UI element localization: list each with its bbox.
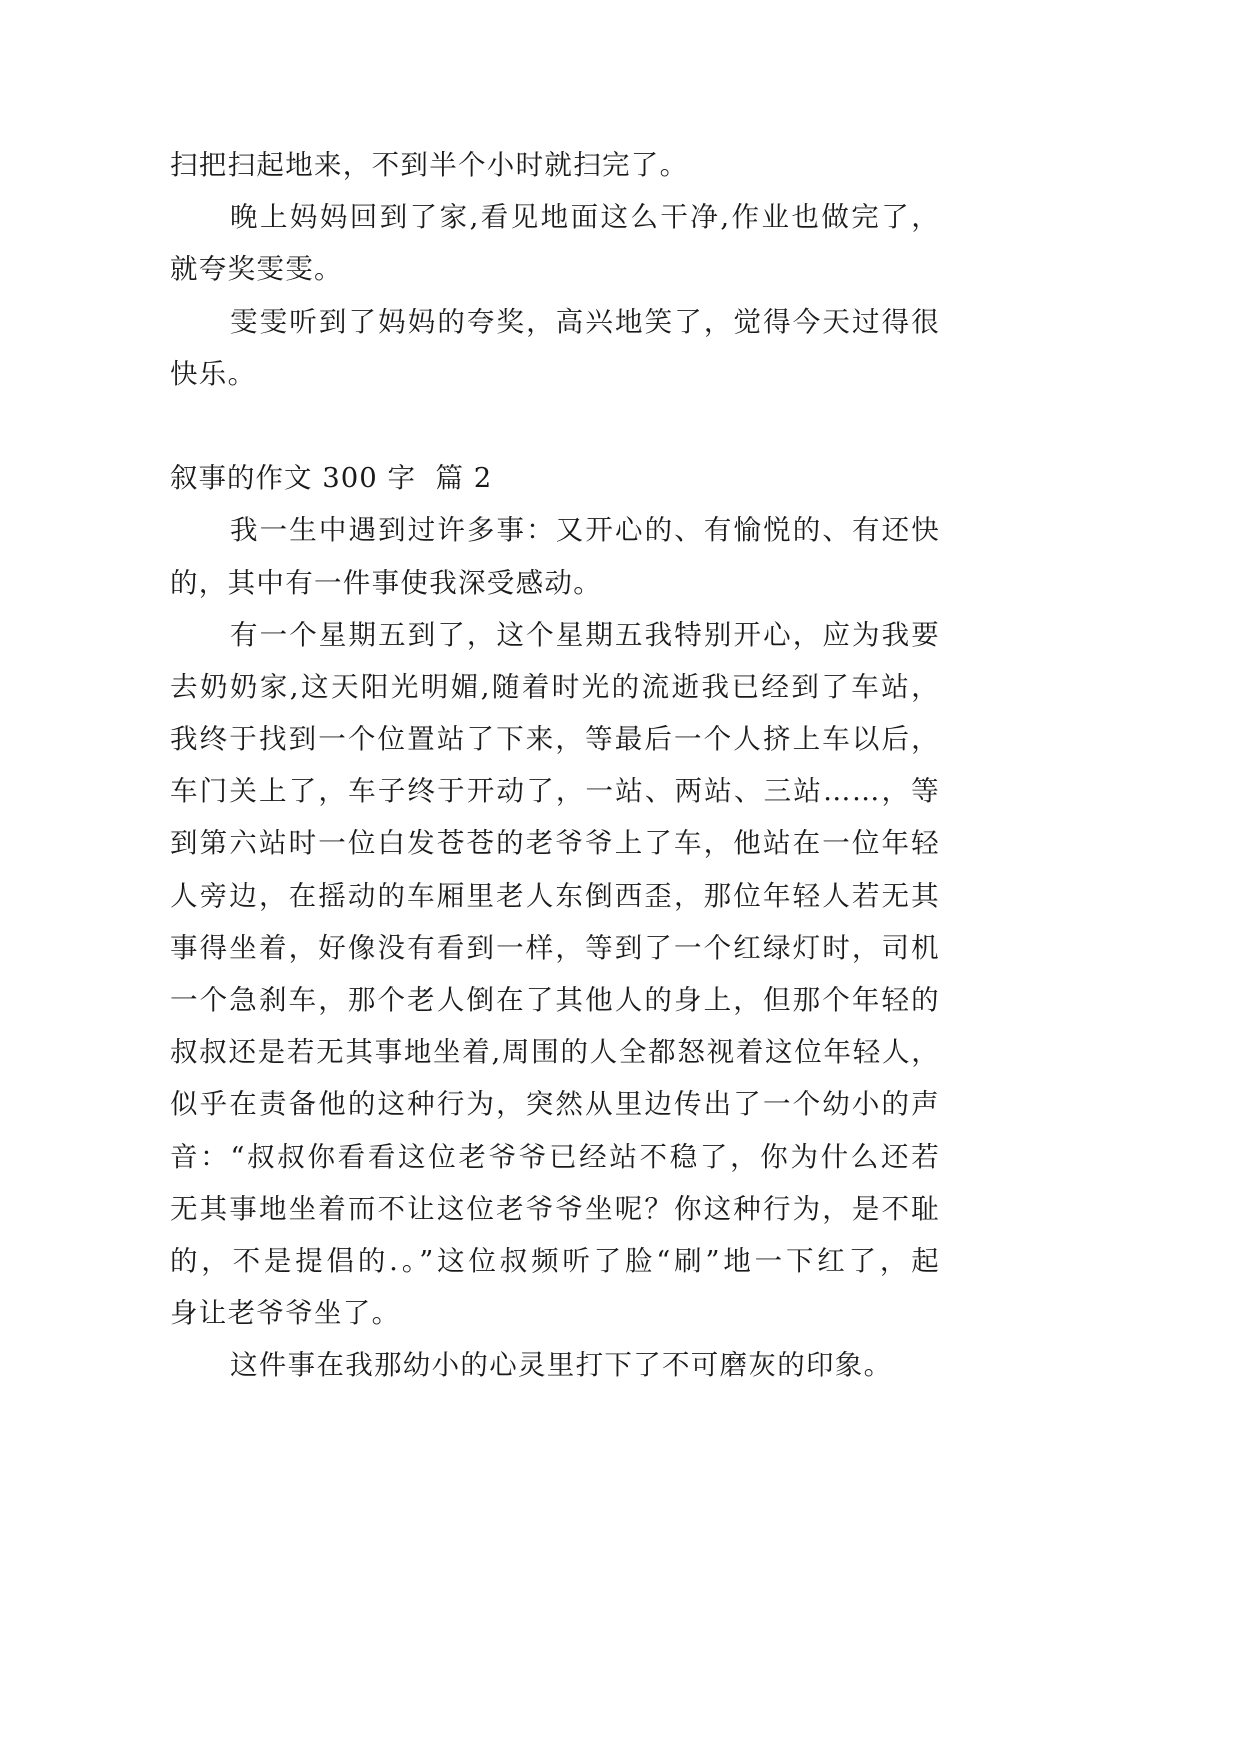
text-line: 去奶奶家,这天阳光明媚,随着时光的流逝我已经到了车站， [170,670,940,703]
document-page [170,139,940,1392]
paragraph-gap [170,400,940,452]
text-line: 就夸奖雯雯。 [170,253,343,286]
text-line: 似乎在责备他的这种行为，突然从里边传出了一个幼小的声 [170,1088,940,1121]
text-line: 我一生中遇到过许多事：又开心的、有愉悦的、有还快 [230,514,940,547]
paragraph [170,139,940,191]
text-line: 雯雯听到了妈妈的夸奖，高兴地笑了，觉得今天过得很 [230,305,940,338]
text-line: 晚上妈妈回到了家,看见地面这么干净,作业也做完了， [230,201,940,234]
text-line: 身让老爷爷坐了。 [170,1297,401,1330]
paragraph [170,191,940,295]
text-line: 我终于找到一个位置站了下来，等最后一个人挤上车以后， [170,723,940,756]
text-line: 的，其中有一件事使我深受感动。 [170,566,602,599]
text-line: 车门关上了，车子终于开动了，一站、两站、三站……，等 [170,775,940,808]
text-line: 的，不是提倡的.。”这位叔频听了脸“刷”地一下红了，起 [170,1244,940,1277]
text-line: 无其事地坐着而不让这位老爷爷坐呢？你这种行为，是不耻 [170,1192,940,1225]
section-heading: 叙事的作文 300 字 篇 2 [170,462,493,495]
text-line: 扫把扫起地来，不到半个小时就扫完了。 [170,149,689,181]
text-line: 叔叔还是若无其事地坐着,周围的人全都怒视着这位年轻人， [170,1036,940,1069]
paragraph [170,296,940,400]
text-line: 到第六站时一位白发苍苍的老爷爷上了车，他站在一位年轻 [170,827,940,860]
text-line: 事得坐着，好像没有看到一样，等到了一个红绿灯时，司机 [170,931,940,964]
text-line: 这件事在我那幼小的心灵里打下了不可磨灰的印象。 [230,1349,893,1382]
text-line: 有一个星期五到了，这个星期五我特别开心，应为我要 [230,618,940,651]
paragraph [170,504,940,608]
text-line: 快乐。 [170,357,257,390]
text-line: 一个急刹车，那个老人倒在了其他人的身上，但那个年轻的 [170,984,940,1016]
paragraph [170,609,940,1340]
paragraph [170,1339,940,1391]
text-line: 人旁边，在摇动的车厢里老人东倒西歪，那位年轻人若无其 [170,879,940,912]
text-line: 音：“叔叔你看看这位老爷爷已经站不稳了，你为什么还若 [170,1140,940,1173]
